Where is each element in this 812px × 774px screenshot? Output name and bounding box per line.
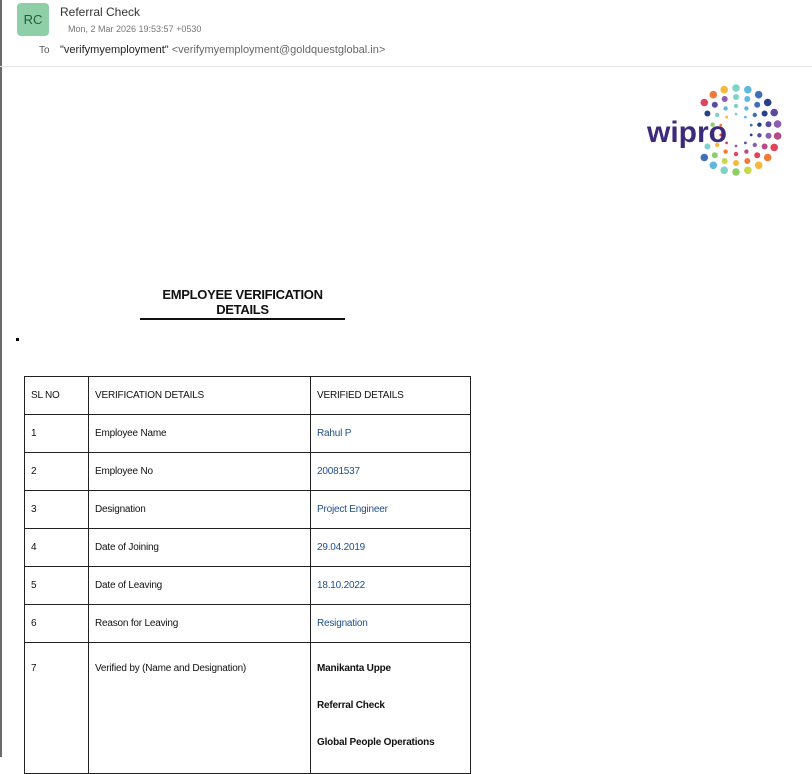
row-sl: 1 [25,415,89,453]
verifier-team: Referral Check [317,700,385,711]
table-row [25,415,471,453]
logo-dot [744,106,748,110]
logo-dot [723,149,727,153]
row-value: 29.04.2019 [311,529,471,567]
logo-dot [744,142,747,145]
table-row [25,491,471,529]
logo-dot [754,152,760,158]
recipient[interactable] [60,44,385,56]
row-sl: 3 [25,491,89,529]
recipient-email: <verifymyemployment@goldquestglobal.in> [171,44,386,56]
logo-dot [734,152,738,156]
email-subject: Referral Check [60,5,141,19]
row-label: Date of Joining [89,529,311,567]
logo-dot [701,154,709,162]
email-header [0,0,812,67]
logo-dot [733,94,739,100]
row-value: Rahul P [311,415,471,453]
logo-dot [766,121,772,127]
logo-dot [722,158,728,164]
logo-dot [732,84,740,92]
logo-dot [744,96,750,102]
logo-dot [712,102,718,108]
sender-avatar: RC [17,3,49,36]
row-label: Reason for Leaving [89,605,311,643]
verifier-name: Manikanta Uppe [317,663,391,674]
row-label: Employee Name [89,415,311,453]
logo-dot [762,144,768,150]
page-title: EMPLOYEE VERIFICATION DETAILS [140,287,345,320]
row-label: Designation [89,491,311,529]
logo-dot [774,120,782,128]
logo-dot [735,113,738,116]
row-sl: 4 [25,529,89,567]
row-label: Verified by (Name and Designation) [89,643,311,774]
table-row [25,567,471,605]
row-label: Employee No [89,453,311,491]
verifier-department: Global People Operations [317,737,435,748]
logo-dot [757,123,761,127]
email-date: Mon, 2 Mar 2026 19:53:57 +0530 [68,24,202,34]
logo-dot [770,144,778,152]
table-header-row [25,377,471,415]
logo-dot [754,102,760,108]
logo-dot [766,133,772,139]
row-value: 18.10.2022 [311,567,471,605]
logo-dot [723,106,727,110]
logo-dot [757,133,761,137]
row-value: Resignation [311,605,471,643]
logo-dot [720,167,728,175]
logo-dot [764,99,772,107]
row-value: Project Engineer [311,491,471,529]
logo-dot [755,91,763,99]
row-sl: 2 [25,453,89,491]
row-sl: 7 [25,643,89,774]
row-value: 20081537 [311,453,471,491]
logo-dot [701,99,709,107]
logo-dot [744,149,748,153]
table-row [25,453,471,491]
logo-dot [722,96,728,102]
row-sl: 5 [25,567,89,605]
table-row [25,605,471,643]
logo-dot [732,168,740,176]
logo-dot [720,86,728,94]
recipient-name: "verifymyemployment" [60,44,169,56]
logo-dot [744,86,752,94]
header-verified-details: VERIFIED DETAILS [311,377,471,415]
logo-dot [750,134,753,137]
logo-wordmark: wipro [647,116,727,149]
logo-dot [753,143,757,147]
logo-dot [710,162,718,170]
to-label: To [39,45,50,56]
logo-dot [735,145,738,148]
table-row-verified-by [25,643,471,774]
logo-dot [762,111,768,117]
verification-table [24,376,471,774]
logo-dot [734,104,738,108]
bullet-dot [16,338,19,341]
logo-dot [750,124,753,127]
logo-dot [744,158,750,164]
logo-dot [744,167,752,175]
logo-dot [733,160,739,166]
logo-dot [753,113,757,117]
logo-dot [770,109,778,117]
row-label: Date of Leaving [89,567,311,605]
verifier-details [311,643,471,774]
header-sl-no: SL NO [25,377,89,415]
logo-dot [764,154,772,162]
wipro-logo [645,78,785,188]
logo-dot [755,162,763,170]
header-verification-details: VERIFICATION DETAILS [89,377,311,415]
logo-dot [744,116,747,119]
logo-dot [710,91,718,99]
logo-dot [712,152,718,158]
row-sl: 6 [25,605,89,643]
window-left-border [0,0,2,757]
logo-dot [774,132,782,140]
table-row [25,529,471,567]
